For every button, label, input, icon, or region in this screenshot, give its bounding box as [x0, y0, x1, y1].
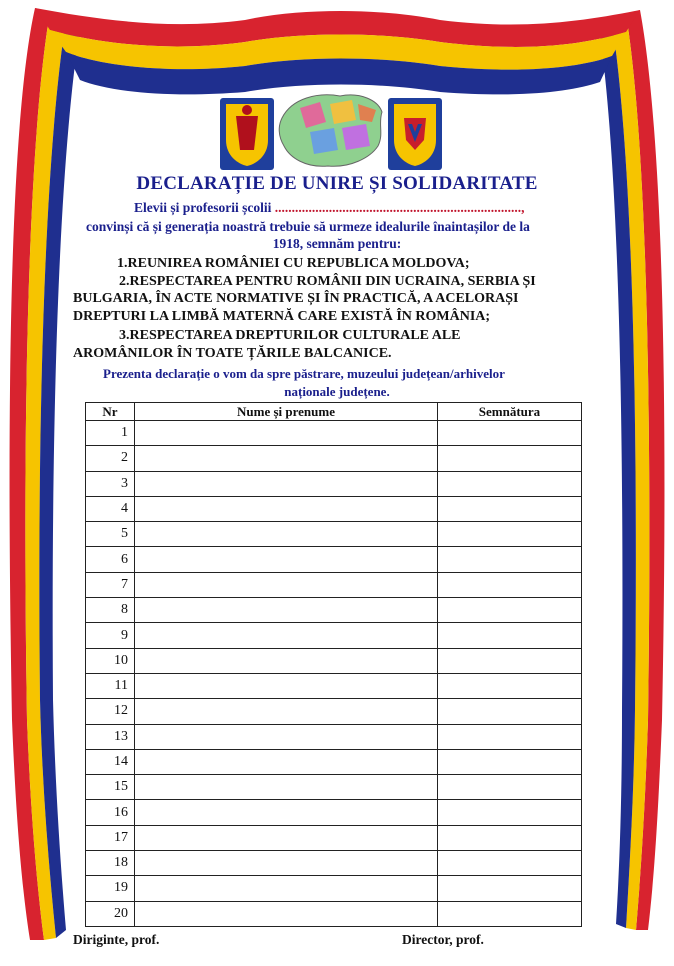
signature-cell[interactable] — [438, 496, 582, 521]
name-cell[interactable] — [135, 547, 438, 572]
table-row — [86, 648, 582, 673]
row-number: 13 — [86, 724, 135, 749]
row-number: 18 — [86, 851, 135, 876]
signature-cell[interactable] — [438, 800, 582, 825]
table-row — [86, 496, 582, 521]
name-cell[interactable] — [135, 851, 438, 876]
signature-cell[interactable] — [438, 421, 582, 446]
table-row — [86, 749, 582, 774]
intro-line-3: 1918, semnăm pentru: — [272, 236, 402, 251]
point-3-line-2: AROMÂNILOR ÎN TOATE ȚĂRILE BALCANICE. — [73, 346, 392, 361]
name-cell[interactable] — [135, 749, 438, 774]
signature-cell[interactable] — [438, 749, 582, 774]
table-row — [86, 851, 582, 876]
row-number: 3 — [86, 471, 135, 496]
point-3-line-1: 3.RESPECTAREA DREPTURILOR CULTURALE ALE — [119, 328, 461, 343]
signature-cell[interactable] — [438, 522, 582, 547]
romania-county-map-icon — [279, 95, 382, 166]
name-cell[interactable] — [135, 648, 438, 673]
signature-cell[interactable] — [438, 623, 582, 648]
name-cell[interactable] — [135, 901, 438, 926]
table-row — [86, 446, 582, 471]
footer-director: Director, prof. — [402, 932, 484, 947]
table-row — [86, 699, 582, 724]
name-cell[interactable] — [135, 522, 438, 547]
emblems — [0, 0, 674, 180]
table-row — [86, 572, 582, 597]
signature-cell[interactable] — [438, 471, 582, 496]
table-row — [86, 775, 582, 800]
table-row — [86, 522, 582, 547]
row-number: 4 — [86, 496, 135, 521]
name-cell[interactable] — [135, 724, 438, 749]
signature-cell[interactable] — [438, 825, 582, 850]
name-cell[interactable] — [135, 421, 438, 446]
name-cell[interactable] — [135, 673, 438, 698]
row-number: 11 — [86, 673, 135, 698]
signature-cell[interactable] — [438, 876, 582, 901]
table-row — [86, 623, 582, 648]
table-row — [86, 598, 582, 623]
footer-diriginte: Diriginte, prof. — [73, 932, 160, 947]
table-row — [86, 471, 582, 496]
table-row — [86, 800, 582, 825]
row-number: 15 — [86, 775, 135, 800]
signature-cell[interactable] — [438, 673, 582, 698]
header-nr: Nr — [86, 403, 135, 421]
name-cell[interactable] — [135, 800, 438, 825]
document-title: DECLARAȚIE DE UNIRE ȘI SOLIDARITATE — [136, 173, 538, 194]
signature-cell[interactable] — [438, 775, 582, 800]
row-number: 17 — [86, 825, 135, 850]
signature-cell[interactable] — [438, 699, 582, 724]
row-number: 16 — [86, 800, 135, 825]
signature-cell[interactable] — [438, 547, 582, 572]
name-cell[interactable] — [135, 496, 438, 521]
name-cell[interactable] — [135, 572, 438, 597]
signature-cell[interactable] — [438, 724, 582, 749]
signature-cell[interactable] — [438, 446, 582, 471]
table-row — [86, 724, 582, 749]
row-number: 6 — [86, 547, 135, 572]
point-2-line-3: DREPTURI LA LIMBĂ MATERNĂ CARE EXISTĂ ÎN ROMÂNIA; — [73, 309, 491, 324]
signature-cell[interactable] — [438, 901, 582, 926]
row-number: 19 — [86, 876, 135, 901]
table-row — [86, 825, 582, 850]
name-cell[interactable] — [135, 699, 438, 724]
row-number: 12 — [86, 699, 135, 724]
closing-line-1: Prezenta declarație o vom da spre păstrare, muzeului județean/arhivelor — [103, 366, 505, 381]
row-number: 5 — [86, 522, 135, 547]
row-number: 9 — [86, 623, 135, 648]
row-number: 20 — [86, 901, 135, 926]
signature-table — [85, 402, 582, 927]
name-cell[interactable] — [135, 623, 438, 648]
row-number: 8 — [86, 598, 135, 623]
intro-line-2: convinși că și generația noastră trebuie să urmeze idealurile înaintașilor de la — [86, 219, 530, 234]
header-name: Nume și prenume — [135, 403, 438, 421]
row-number: 7 — [86, 572, 135, 597]
table-row — [86, 673, 582, 698]
table-row — [86, 547, 582, 572]
table-header-row — [86, 403, 582, 421]
row-number: 14 — [86, 749, 135, 774]
name-cell[interactable] — [135, 825, 438, 850]
row-number: 10 — [86, 648, 135, 673]
closing-line-2: naționale județene. — [284, 384, 390, 399]
signature-cell[interactable] — [438, 648, 582, 673]
row-number: 2 — [86, 446, 135, 471]
signature-cell[interactable] — [438, 851, 582, 876]
school-name-blank[interactable]: ........................................................................., — [274, 200, 525, 215]
name-cell[interactable] — [135, 471, 438, 496]
table-row — [86, 901, 582, 926]
point-1: 1.REUNIREA ROMÂNIEI CU REPUBLICA MOLDOVA; — [117, 256, 470, 271]
name-cell[interactable] — [135, 446, 438, 471]
intro-prefix: Elevii și profesorii școlii — [134, 200, 272, 215]
point-2-line-1: 2.RESPECTAREA PENTRU ROMÂNII DIN UCRAINA, SERBIA ȘI — [119, 274, 536, 289]
point-2-line-2: BULGARIA, ÎN ACTE NORMATIVE ȘI ÎN PRACTICĂ, A ACELORAȘI — [73, 291, 519, 306]
name-cell[interactable] — [135, 598, 438, 623]
signature-cell[interactable] — [438, 572, 582, 597]
table-row — [86, 876, 582, 901]
moldova-coat-of-arms-icon — [388, 98, 442, 170]
intro-line-1 — [134, 200, 525, 216]
header-signature: Semnătura — [438, 403, 582, 421]
name-cell[interactable] — [135, 876, 438, 901]
name-cell[interactable] — [135, 775, 438, 800]
table-row — [86, 421, 582, 446]
row-number: 1 — [86, 421, 135, 446]
signature-cell[interactable] — [438, 598, 582, 623]
romania-coat-of-arms-icon — [220, 98, 274, 170]
